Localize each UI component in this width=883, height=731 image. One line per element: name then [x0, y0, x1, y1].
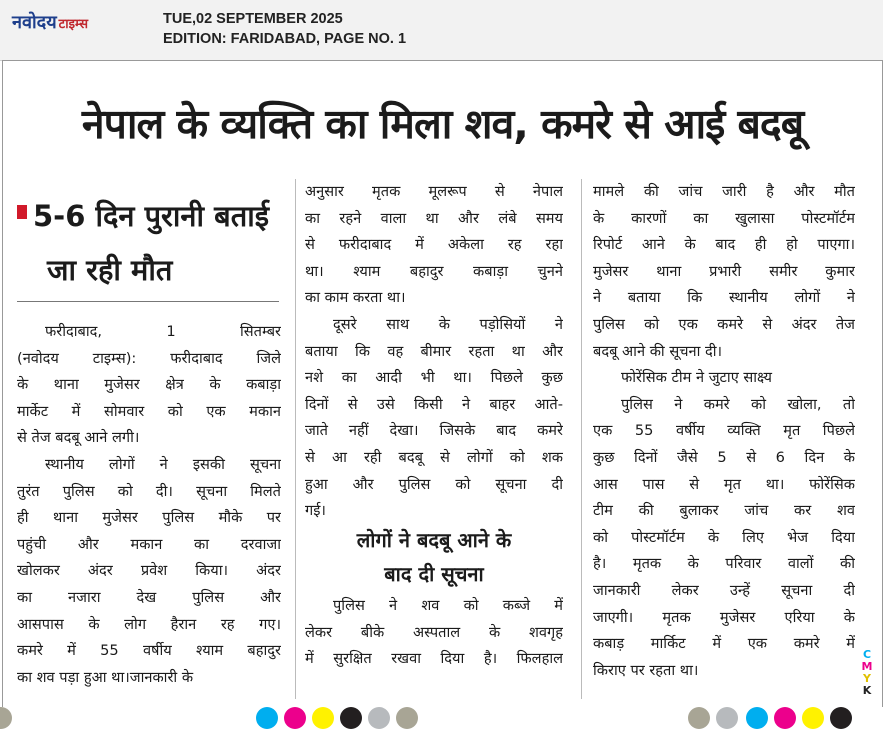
section-subheading-line-2: बाद दी सूचना: [384, 562, 484, 586]
section-subheading-line-1: लोगों ने बदबू आने के: [356, 528, 512, 552]
article-text-line: बताया कि वह बीमार रहता था और: [305, 342, 563, 360]
article-text-line: मामले की जांच जारी है और मौत: [593, 183, 855, 200]
article-text-line: का नजारा देख पुलिस और: [17, 588, 281, 606]
article-text-line: से तेज बदबू आने लगी।: [17, 429, 140, 447]
color-registration-dot: [340, 707, 362, 729]
article-column-3: [593, 179, 855, 684]
color-registration-dot: [396, 707, 418, 729]
article-text-line: का रहने वाला था और लंबे समय: [305, 209, 563, 227]
newspaper-logo: [12, 10, 88, 34]
article-text-line: दूसरे साथ के पड़ोसियों ने: [333, 315, 563, 333]
article-text-line: का शव पड़ा हुआ था।जानकारी के: [17, 668, 194, 686]
article-text-line: एक 55 वर्षीय व्यक्ति मृत पिछले: [593, 422, 855, 440]
subheadline-divider: [17, 301, 279, 302]
article-text-line: के थाना मुजेसर क्षेत्र के कबाड़ा: [17, 376, 281, 394]
article-text-line: जानकारी लेकर उन्हें सूचना दी: [593, 581, 855, 599]
color-registration-dot: [284, 707, 306, 729]
color-registration-dot: [368, 707, 390, 729]
logo-subtext: टाइम्स: [58, 17, 88, 32]
article-text-line: टीम की बुलाकर जांच कर शव: [593, 502, 855, 520]
article-text-line: पुलिस ने कमरे को खोला, तो: [621, 395, 855, 413]
section-subheading: [305, 523, 563, 591]
article-text-line: कुछ दिनों जैसे 5 से 6 दिन के: [593, 448, 855, 466]
article-text-line: नशे का आदी भी था। पिछले कुछ: [305, 369, 563, 387]
article-text-line: रिपोर्ट आने के बाद ही हो पाएगा।: [593, 236, 855, 254]
color-registration-dot: [802, 707, 824, 729]
color-registration-dot: [830, 707, 852, 729]
subheadline-line-2: जा रही मौत: [47, 253, 173, 287]
article-column-2-continued: [305, 593, 563, 673]
article-text-line: से आ रही बदबू से लोगों को शक: [305, 448, 563, 466]
article-text-line: किराए पर रहता था।: [593, 661, 699, 679]
article-text-line: कबाड़ मार्किट में एक कमरे में: [593, 635, 855, 653]
column-divider: [295, 179, 296, 699]
article-text-line: है। मृतक के परिवार वालों की: [593, 555, 855, 573]
article-text-line: दिनों से उसे किसी ने बाहर आते-: [305, 395, 563, 413]
color-registration-dot: [774, 707, 796, 729]
article-text-line: था। श्याम बहादुर कबाड़ा चुनने: [305, 262, 563, 280]
article-text-line: फरीदाबाद, 1 सितम्बर: [45, 323, 281, 340]
registration-marks: [0, 703, 883, 731]
subheadline-line-1: 5-6 दिन पुरानी बताई: [33, 199, 269, 233]
article-text-line: जाएगी। मृतक मुजेसर एरिया के: [593, 608, 855, 626]
article-text-line: में सुरक्षित रखवा दिया है। फिलहाल: [305, 650, 563, 668]
column-divider: [581, 179, 582, 699]
article-text-line: का काम करता था।: [305, 289, 406, 307]
article-text-line: लेकर बीके अस्पताल के शवगृह: [305, 623, 563, 641]
article-headline: नेपाल के व्यक्ति का मिला शव, कमरे से आई बदबू: [81, 100, 804, 148]
article-text-line: को पोस्टमॉर्टम के लिए भेज दिया: [593, 528, 855, 546]
article-text-line: आस पास से मृत था। फोरेंसिक: [593, 475, 855, 493]
article-text-line: तुरंत पुलिस को दी। सूचना मिलते: [17, 482, 281, 500]
article-text-line: फोरेंसिक टीम ने जुटाए साक्ष्य: [621, 369, 773, 387]
color-registration-dot: [746, 707, 768, 729]
article-text-line: पहुंची और मकान का दरवाजा: [17, 535, 281, 553]
publication-date: TUE,02 SEPTEMBER 2025: [163, 11, 343, 27]
article-text-line: (नवोदय टाइम्स): फरीदाबाद जिले: [17, 349, 281, 367]
article-column-2: [305, 179, 563, 525]
color-registration-dot: [716, 707, 738, 729]
color-registration-dot: [312, 707, 334, 729]
article-text-line: ही थाना मुजेसर पुलिस मौके पर: [17, 509, 281, 527]
article-text-line: बदबू आने की सूचना दी।: [593, 342, 723, 360]
bullet-square-icon: [17, 205, 27, 219]
article-text-line: मुजेसर थाना प्रभारी समीर कुमार: [593, 262, 855, 280]
article-text-line: स्थानीय लोगों ने इसकी सूचना: [45, 455, 281, 473]
article-text-line: मार्केट में सोमवार को एक मकान: [17, 402, 281, 420]
color-registration-dot: [688, 707, 710, 729]
article-column-1: [17, 319, 281, 691]
cmyk-label: C M Y K: [861, 648, 873, 697]
logo-text: नवोदय: [12, 12, 57, 33]
article-text-line: पुलिस को एक कमरे से अंदर तेज: [593, 315, 855, 333]
article-text-line: पुलिस ने शव को कब्जे में: [333, 597, 563, 614]
article-text-line: आसपास के लोग हैरान रह गए।: [17, 615, 281, 633]
edition-info: [163, 9, 406, 49]
article-text-line: खोलकर अंदर प्रवेश किया। अंदर: [17, 562, 281, 580]
article-text-line: कमरे में 55 वर्षीय श्याम बहादुर: [17, 642, 281, 660]
article-subheadline: [17, 189, 287, 297]
article-text-line: गई।: [305, 502, 326, 520]
article-text-line: के कारणों का खुलासा पोस्टमॉर्टम: [593, 209, 855, 227]
color-registration-dot: [256, 707, 278, 729]
article-text-line: जाते नहीं देखा। जिसके बाद कमरे: [305, 422, 563, 440]
color-registration-dot: [0, 707, 12, 729]
edition-page: EDITION: FARIDABAD, PAGE NO. 1: [163, 31, 407, 47]
newspaper-clipping: [2, 60, 883, 707]
article-text-line: अनुसार मृतक मूलरूप से नेपाल: [305, 183, 563, 200]
article-text-line: ने बताया कि स्थानीय लोगों ने: [593, 289, 855, 307]
article-text-line: हुआ और पुलिस को सूचना दी: [305, 475, 563, 493]
article-text-line: से फरीदाबाद में अकेला रह रहा: [305, 236, 563, 254]
masthead-bar: [0, 0, 883, 61]
